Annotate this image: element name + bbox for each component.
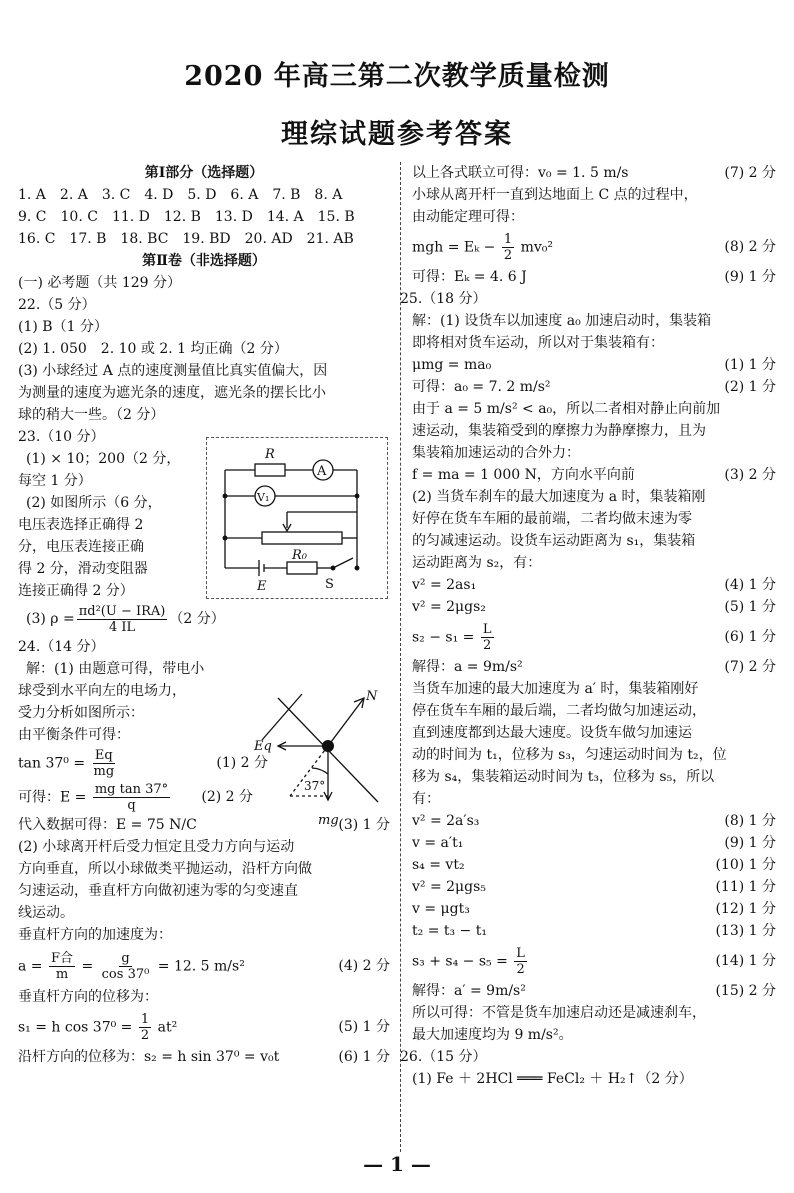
label-N: N — [366, 689, 378, 704]
fraction-numerator: 1 — [503, 231, 513, 247]
answer-line: 垂直杆方向的加速度为： — [18, 927, 172, 943]
answer-line: 由于 a = 5 m/s² < a₀，所以二者相对静止向前加 — [412, 401, 721, 417]
formula-prefix: tan 37⁰ = — [18, 755, 86, 771]
part2-heading: 第Ⅱ卷（非选择题） — [142, 253, 266, 269]
equation-text: s₄ = vt₂ — [412, 857, 465, 873]
label-R0: R₀ — [292, 548, 307, 563]
label-S: S — [325, 577, 334, 592]
fraction — [481, 622, 494, 653]
equation-text: 解得：a = 9m/s² — [412, 659, 523, 675]
equation-text: 以上各式联立可得：v₀ = 1. 5 m/s — [412, 165, 629, 181]
answer-line: 匀速运动，垂直杆方向做初速为零的匀变速直 — [18, 883, 298, 899]
score: (3) 2 分 — [724, 467, 776, 483]
answer-line: 每空 1 分） — [18, 473, 92, 489]
column-divider — [400, 162, 401, 1152]
score: (7) 2 分 — [724, 165, 776, 181]
fraction — [93, 782, 170, 813]
formula-suffix: at² — [157, 1019, 178, 1035]
equation-row — [18, 746, 268, 780]
score: (5) 1 分 — [724, 599, 776, 615]
score: (6) 1 分 — [724, 629, 776, 645]
equation-row — [412, 810, 776, 832]
answer-line: (1) B（1 分） — [18, 319, 108, 335]
answer-line: 小球从离开杆一直到达地面上 C 点的过程中， — [412, 187, 698, 203]
equation-text: 解得：a′ = 9m/s² — [412, 983, 526, 999]
charged-ball — [322, 740, 334, 752]
equation-text: 可得：a₀ = 7. 2 m/s² — [412, 379, 551, 395]
left-column — [18, 162, 390, 1068]
circuit-svg — [207, 438, 387, 598]
formula-prefix: 可得：E = — [18, 789, 87, 805]
formula-suffix: mv₀² — [520, 239, 554, 255]
answers-row: 16. C 17. B 18. BC 19. BD 20. AD 21. AB — [18, 231, 354, 247]
formula-prefix: s₃ + s₄ − s₅ = — [412, 953, 508, 969]
answer-line: 停在货车车厢的最后端，二者均做匀加速运动， — [412, 703, 706, 719]
equation-row — [18, 946, 390, 986]
answer-line: 移为 s₄，集装箱运动时间为 t₃，位移为 s₅，所以 — [412, 769, 715, 785]
equation-row — [412, 596, 776, 618]
equation-row — [412, 162, 776, 184]
answer-line: 线运动。 — [18, 905, 74, 921]
answer-line: 垂直杆方向的位移为： — [18, 989, 158, 1005]
answer-line: (1) × 10；200（2 分， — [26, 451, 181, 467]
label-R: R — [265, 447, 275, 462]
answer-line: 速运动，集装箱受到的摩擦力为静摩擦力，且为 — [412, 423, 706, 439]
answer-line: 分，电压表连接正确 — [18, 539, 144, 555]
fraction-numerator: g — [121, 950, 130, 966]
formula-prefix: s₂ − s₁ = — [412, 629, 475, 645]
answer-line: 所以可得：不管是货车加速启动还是减速刹车， — [412, 1005, 706, 1021]
answer-line: 好停在货车车厢的最前端，二者均做末速为零 — [412, 511, 692, 527]
equation-row — [412, 854, 776, 876]
score: (5) 1 分 — [338, 1019, 390, 1035]
answer-line: 由动能定理可得： — [412, 209, 524, 225]
equation-row — [412, 228, 776, 266]
score: (8) 1 分 — [724, 813, 776, 829]
equation-text: v² = 2μgs₂ — [412, 599, 486, 615]
formula-prefix: (3) ρ = — [26, 611, 75, 627]
page-number: — 1 — — [363, 1152, 431, 1176]
label-angle: 37° — [304, 779, 326, 793]
fraction-denominator: mg — [93, 763, 115, 779]
force-diagram — [250, 684, 390, 834]
answer-line: 解：(1) 由题意可得，带电小 — [26, 661, 205, 677]
score: (10) 1 分 — [715, 857, 776, 873]
score: （2 分） — [169, 611, 225, 627]
rheostat — [262, 532, 342, 544]
fraction — [92, 748, 117, 779]
answer-line: 由平衡条件可得： — [18, 727, 130, 743]
answer-line: 即将相对货车运动，所以对于集装箱有： — [412, 335, 664, 351]
fraction — [77, 604, 168, 635]
resistivity-formula — [18, 602, 390, 636]
score: (4) 1 分 — [724, 577, 776, 593]
fraction — [49, 951, 75, 982]
answer-line: (2) 1. 050 2. 10 或 2. 1 均正确（2 分） — [18, 341, 288, 357]
question-number: 22.（5 分） — [18, 297, 96, 313]
label-Eq: Eq — [254, 739, 272, 754]
equation-row — [18, 780, 253, 814]
label-A: A — [317, 464, 327, 479]
equation-row — [412, 920, 776, 942]
score: (9) 1 分 — [724, 269, 776, 285]
fraction-denominator: 2 — [140, 1027, 150, 1043]
fraction-denominator: q — [127, 797, 136, 813]
formula-prefix: mgh = Eₖ − — [412, 239, 496, 255]
fraction-denominator: 4 IL — [108, 619, 136, 635]
fraction-numerator: L — [516, 945, 525, 961]
answer-line: (2) 当货车刹车的最大加速度为 a 时，集装箱刚 — [412, 489, 706, 505]
circuit-diagram — [206, 437, 388, 599]
answer-line: (2) 小球离开杆后受力恒定且受力方向与运动 — [18, 839, 295, 855]
question-number: 26.（15 分） — [400, 1049, 487, 1065]
label-V: V₁ — [257, 491, 270, 504]
answer-line: 直到速度都到达最大速度。设货车做匀加速运 — [412, 725, 692, 741]
equation-text: μmg = ma₀ — [412, 357, 492, 373]
fraction-denominator: cos 37⁰ — [101, 966, 150, 982]
question-number: 25.（18 分） — [400, 291, 487, 307]
score: (14) 1 分 — [715, 953, 776, 969]
answers-row: 1. A 2. A 3. C 4. D 5. D 6. A 7. B 8. A — [18, 187, 343, 203]
equation-row — [412, 618, 776, 656]
equation-row — [412, 832, 776, 854]
score: (11) 1 分 — [715, 879, 776, 895]
resistor-R — [255, 464, 285, 476]
fraction-numerator: πd²(U − IRA) — [78, 603, 166, 619]
answer-line: 为测量的速度为遮光条的速度，遮光条的摆长比小 — [18, 385, 326, 401]
fraction-numerator: 1 — [140, 1011, 150, 1027]
question-number: 24.（14 分） — [18, 639, 105, 655]
answer-line: (2) 如图所示（6 分， — [26, 495, 162, 511]
answer-line: 有： — [412, 791, 440, 807]
force-svg — [250, 684, 390, 834]
answer-line: 的匀减速运动。设货车运动距离为 s₁，集装箱 — [412, 533, 696, 549]
fraction-denominator: 2 — [516, 961, 525, 977]
equation-text: v² = 2a′s₃ — [412, 813, 480, 829]
answer-line: 动的时间为 t₁，位移为 s₃，匀速运动时间为 t₂，位 — [412, 747, 727, 763]
equation-row — [412, 656, 776, 678]
score: (12) 1 分 — [715, 901, 776, 917]
equation-text: 可得：Eₖ = 4. 6 J — [412, 269, 527, 285]
score: (1) 1 分 — [724, 357, 776, 373]
formula-prefix: s₁ = h cos 37⁰ = — [18, 1019, 133, 1035]
equation-row — [412, 876, 776, 898]
equation-row — [412, 464, 776, 486]
answer-line: (3) 小球经过 A 点的速度测量值比真实值偏大，因 — [18, 363, 328, 379]
equation-row — [412, 942, 776, 980]
answer-line: 运动距离为 s₂，有： — [412, 555, 542, 571]
label-E: E — [257, 579, 267, 594]
fraction — [139, 1012, 151, 1043]
right-column — [400, 162, 776, 1090]
resistor-R0 — [287, 562, 317, 574]
fraction-numerator: L — [482, 621, 492, 637]
formula-suffix: = 12. 5 m/s² — [157, 958, 245, 974]
answer-line: 集装箱加速运动的合外力： — [412, 445, 580, 461]
score: (9) 1 分 — [724, 835, 776, 851]
equation-row — [412, 354, 776, 376]
equation-text: v² = 2μgs₅ — [412, 879, 486, 895]
equation-text: v = μgt₃ — [412, 901, 470, 917]
equation-text: v² = 2as₁ — [412, 577, 477, 593]
fraction — [514, 946, 527, 977]
answer-line: 得 2 分，滑动变阻器 — [18, 561, 148, 577]
equation-row — [412, 898, 776, 920]
page-title: 2020 年高三第二次教学质量检测 — [184, 61, 610, 92]
score: (1) 2 分 — [216, 755, 268, 771]
answer-line: (1) Fe ＋ 2HCl ═══ FeCl₂ ＋ H₂↑（2 分） — [412, 1071, 693, 1087]
part1-heading: 第Ⅰ部分（选择题） — [144, 165, 264, 181]
question-number: 23.（10 分） — [18, 429, 105, 445]
equation-text: f = ma = 1 000 N，方向水平向前 — [412, 467, 635, 483]
formula-equals: = — [81, 958, 94, 974]
score: (13) 1 分 — [715, 923, 776, 939]
equation-row — [412, 376, 776, 398]
equation-row — [412, 574, 776, 596]
formula-prefix: a = — [18, 958, 43, 974]
score: (4) 2 分 — [338, 958, 390, 974]
score: (3) 1 分 — [338, 817, 390, 833]
answer-line: 方向垂直，所以小球做类平抛运动，沿杆方向做 — [18, 861, 312, 877]
answers-row: 9. C 10. C 11. D 12. B 13. D 14. A 15. B — [18, 209, 355, 225]
fraction-denominator: 2 — [503, 247, 513, 263]
equation-text: t₂ = t₃ − t₁ — [412, 923, 487, 939]
equation-text: v = a′t₁ — [412, 835, 464, 851]
answer-line: 受力分析如图所示： — [18, 705, 144, 721]
section-label: (一) 必考题（共 129 分） — [18, 275, 181, 291]
fraction — [100, 951, 152, 982]
equation-text: 代入数据可得：E = 75 N/C — [18, 817, 197, 833]
answer-line: 连接正确得 2 分） — [18, 583, 134, 599]
answer-line: 最大加速度均为 9 m/s²。 — [412, 1027, 573, 1043]
equation-row — [412, 266, 776, 288]
answer-line: 电压表选择正确得 2 — [18, 517, 144, 533]
fraction-denominator: 2 — [483, 637, 492, 653]
equation-row — [412, 980, 776, 1002]
score: (15) 2 分 — [715, 983, 776, 999]
answer-line: 当货车加速的最大加速度为 a′ 时，集装箱刚好 — [412, 681, 699, 697]
answer-line: 解：(1) 设货车以加速度 a₀ 加速启动时，集装箱 — [412, 313, 712, 329]
fraction-numerator: Eq — [94, 747, 113, 763]
answer-line: 球的稍大一些。（2 分） — [18, 407, 165, 423]
score: (7) 2 分 — [724, 659, 776, 675]
answer-line: 球受到水平向左的电场力， — [18, 683, 186, 699]
fraction-numerator: F合 — [50, 950, 74, 966]
fraction-numerator: mg tan 37° — [94, 781, 169, 797]
equation-row — [18, 1046, 390, 1068]
score: (2) 2 分 — [201, 789, 253, 805]
score: (6) 1 分 — [338, 1049, 390, 1065]
score: (2) 1 分 — [724, 379, 776, 395]
score: (8) 2 分 — [724, 239, 776, 255]
fraction — [502, 232, 514, 263]
fraction-denominator: m — [55, 966, 69, 982]
equation-text: 沿杆方向的位移为：s₂ = h sin 37⁰ = v₀t — [18, 1049, 280, 1065]
page-subtitle: 理综试题参考答案 — [281, 119, 513, 150]
equation-row — [18, 1008, 390, 1046]
label-mg: mg — [318, 813, 339, 828]
